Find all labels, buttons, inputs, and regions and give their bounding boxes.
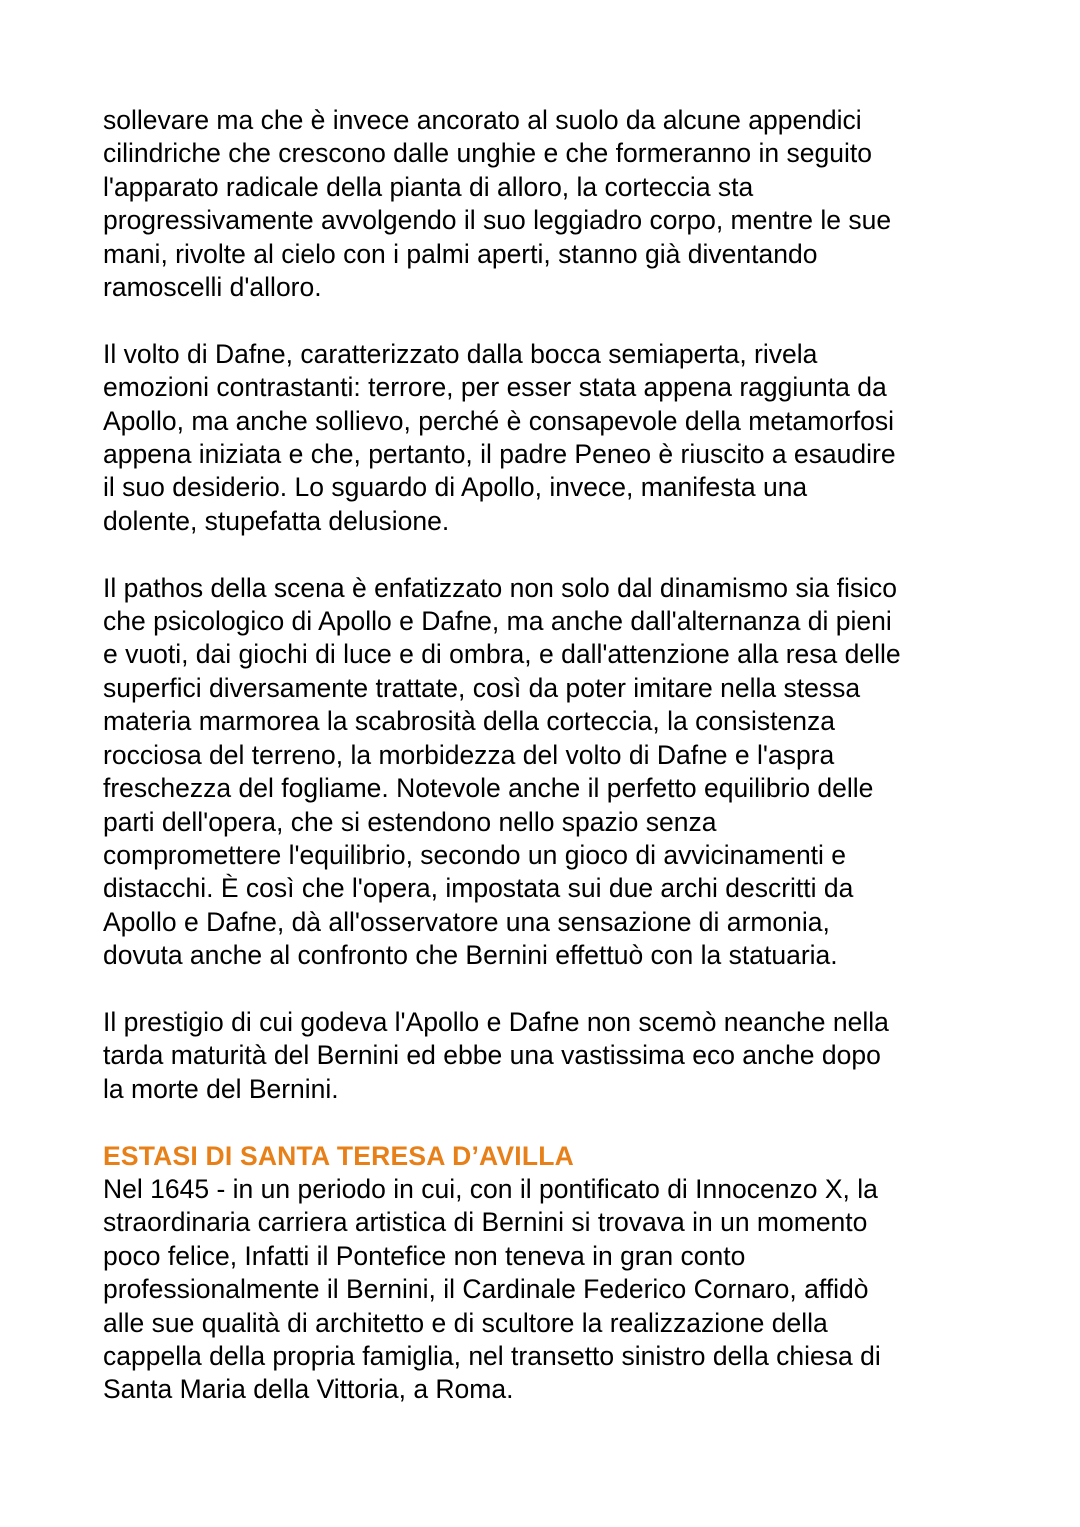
paragraph-spacer bbox=[103, 1106, 1003, 1139]
paragraph-santa-teresa: Nel 1645 - in un periodo in cui, con il pontificato di Innocenzo X, la straordinaria carriera artistica di Bernini si trovava in un momento poco felice, Infatti il Pontefice non teneva in gran conto professionalmente il Bernini, il Cardinale Federico Cornaro, affidò alle sue qualità di architetto e di scultore la realizzazione della cappella della propria famiglia, nel transetto sinistro della chiesa di Santa Maria della Vittoria, a Roma. bbox=[103, 1173, 881, 1405]
paragraph-dafne-face: Il volto di Dafne, caratterizzato dalla bocca semiaperta, rivela emozioni contrastanti: terrore, per esser stata appena raggiunta da Apollo, ma anche sollievo, perché è consapevole della metamorfosi appena iniziata e che, pertanto, il padre Peneo è riuscito a esaudire il suo desiderio. Lo sguardo di Apollo, invece, manifesta una dolente, stupefatta delusione. bbox=[103, 338, 896, 536]
paragraph-metamorphosis: sollevare ma che è invece ancorato al suolo da alcune appendici cilindriche che crescono dalle unghie e che formeranno in seguito l'apparato radicale della pianta di alloro, la corteccia sta progressivamente avvolgendo il suo leggiadro corpo, mentre le sue mani, rivolte al cielo con i palmi aperti, stanno già diventando ramoscelli d'alloro. bbox=[103, 105, 892, 303]
paragraph-spacer bbox=[103, 304, 1003, 337]
section-heading: ESTASI DI SANTA TERESA D’AVILLA bbox=[103, 1140, 574, 1171]
paragraph-spacer bbox=[103, 973, 1003, 1006]
paragraph-pathos: Il pathos della scena è enfatizzato non solo dal dinamismo sia fisico che psicologico di Apollo e Dafne, ma anche dall'alternanza di pieni e vuoti, dai giochi di luce e di ombra, e dall'attenzione alla resa delle superfici diversamente trattate, così da poter imitare nella stessa materia marmorea la scabrosità della corteccia, la consistenza rocciosa del terreno, la morbidezza del volto di Dafne e l'aspra freschezza del fogliame. Notevole anche il perfetto equilibrio delle parti dell'opera, che si estendono nello spazio senza compromettere l'equilibrio, secondo un gioco di avvicinamenti e distacchi. È così che l'opera, impostata sui due archi descritti da Apollo e Dafne, dà all'osservatore una sensazione di armonia, dovuta anche al confronto che Bernini effettuò con la statuaria. bbox=[103, 572, 901, 971]
paragraph-spacer bbox=[103, 538, 1003, 571]
paragraph-prestige: Il prestigio di cui godeva l'Apollo e Dafne non scemò neanche nella tarda maturità del Bernini ed ebbe una vastissima eco anche dopo la morte del Bernini. bbox=[103, 1006, 889, 1104]
document-body bbox=[103, 104, 1003, 1407]
